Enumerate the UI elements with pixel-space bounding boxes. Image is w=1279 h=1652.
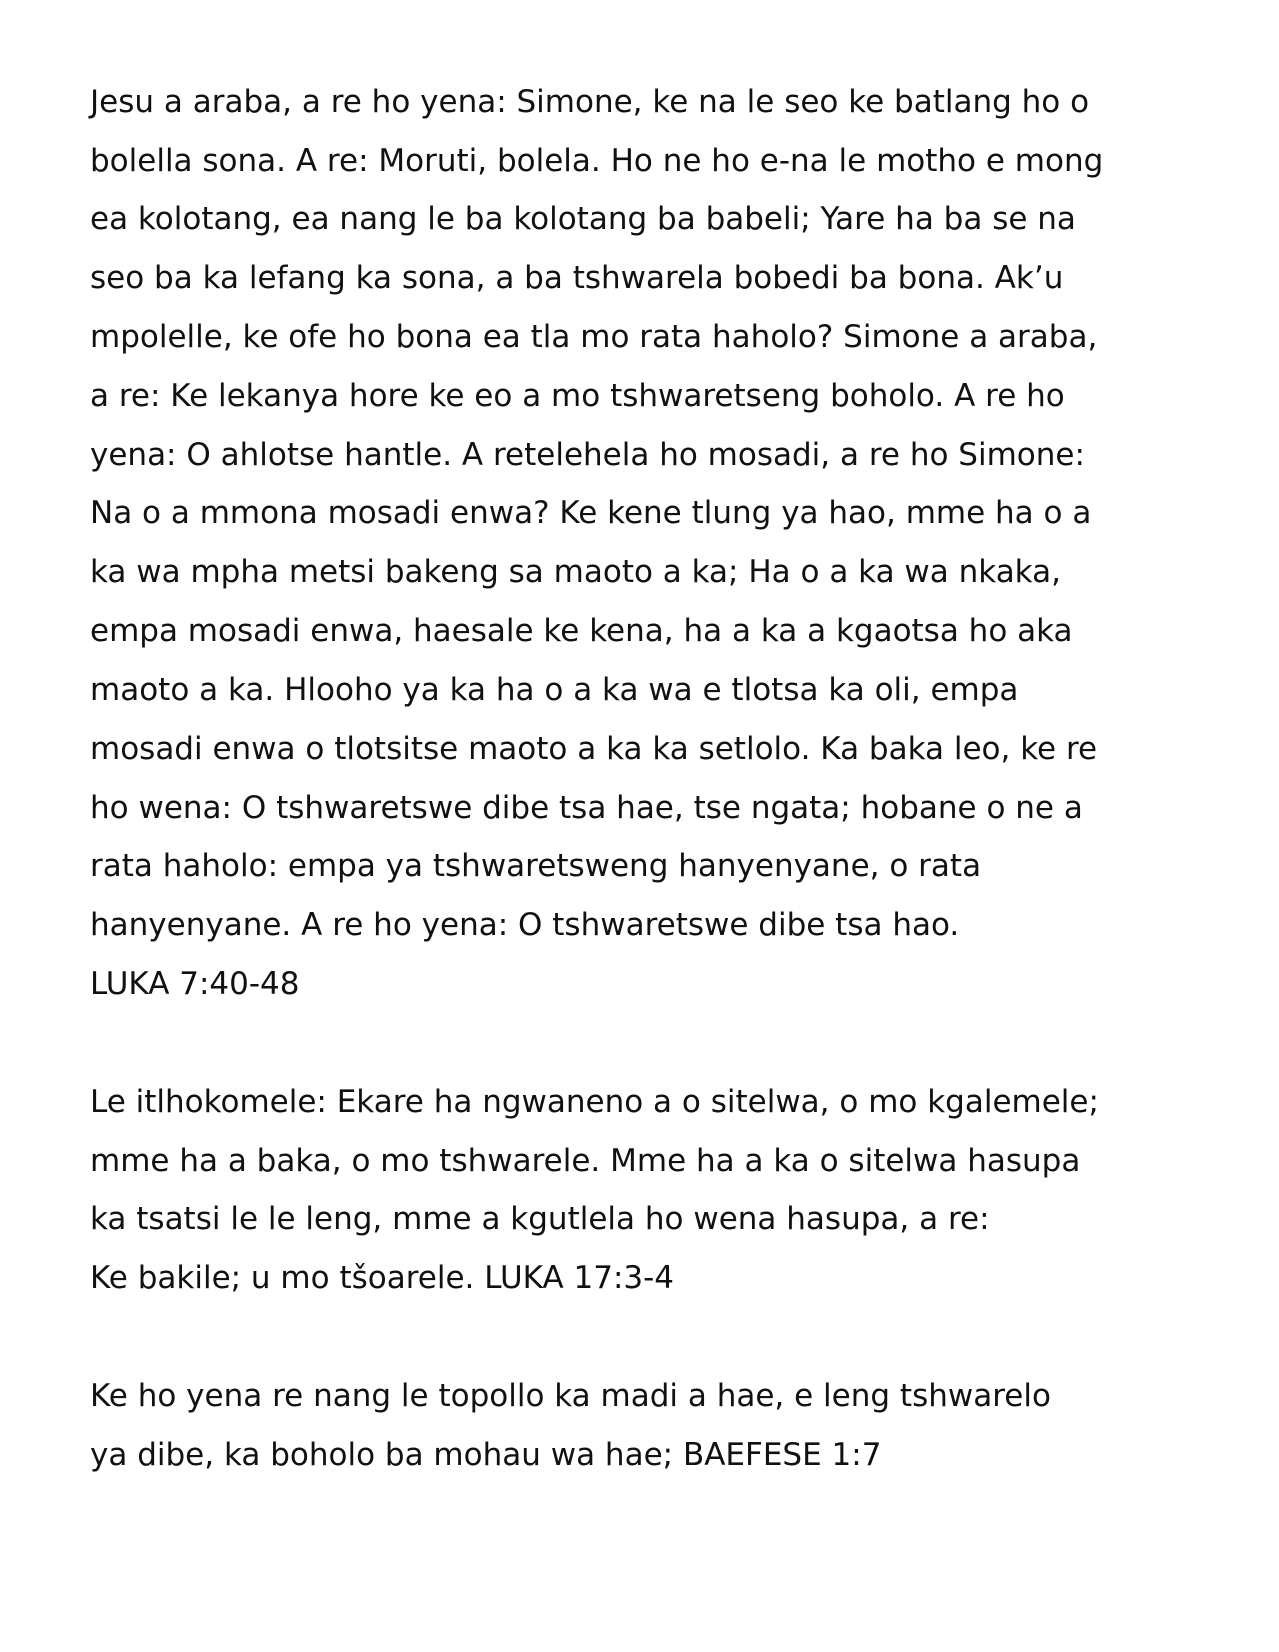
text-line: maoto a ka. Hlooho ya ka ha o a ka wa e tlotsa ka oli, empa	[90, 672, 1019, 708]
text-line: ka wa mpha metsi bakeng sa maoto a ka; Ha o a ka wa nkaka,	[90, 554, 1061, 590]
text-line: mpolelle, ke ofe ho bona ea tla mo rata haholo? Simone a araba,	[90, 319, 1098, 355]
text-line: a re: Ke lekanya hore ke eo a mo tshwaretseng boholo. A re ho	[90, 378, 1065, 414]
text-line: empa mosadi enwa, haesale ke kena, ha a ka a kgaotsa ho aka	[90, 613, 1073, 649]
text-line: mme ha a baka, o mo tshwarele. Mme ha a ka o sitelwa hasupa	[90, 1143, 1081, 1179]
text-line: bolella sona. A re: Moruti, bolela. Ho ne ho e-na le motho e mong	[90, 143, 1104, 179]
text-line: ya dibe, ka boholo ba mohau wa hae; BAEFESE 1:7	[90, 1437, 882, 1473]
text-line: ea kolotang, ea nang le ba kolotang ba babeli; Yare ha ba se na	[90, 201, 1076, 237]
text-line: rata haholo: empa ya tshwaretsweng hanyenyane, o rata	[90, 848, 982, 884]
text-line: Ke ho yena re nang le topollo ka madi a hae, e leng tshwarelo	[90, 1378, 1051, 1414]
text-line: Ke bakile; u mo tšoarele. LUKA 17:3-4	[90, 1260, 675, 1296]
scripture-reference: LUKA 7:40-48	[90, 966, 300, 1002]
text-line: Le itlhokomele: Ekare ha ngwaneno a o sitelwa, o mo kgalemele;	[90, 1084, 1099, 1120]
text-line: ho wena: O tshwaretswe dibe tsa hae, tse ngata; hobane o ne a	[90, 790, 1083, 826]
text-line: yena: O ahlotse hantle. A retelehela ho mosadi, a re ho Simone:	[90, 437, 1085, 473]
text-line: Jesu a araba, a re ho yena: Simone, ke na le seo ke batlang ho o	[90, 84, 1090, 120]
text-line: ka tsatsi le le leng, mme a kgutlela ho wena hasupa, a re:	[90, 1201, 990, 1237]
text-line: mosadi enwa o tlotsitse maoto a ka ka setlolo. Ka baka leo, ke re	[90, 731, 1098, 767]
text-line: Na o a mmona mosadi enwa? Ke kene tlung ya hao, mme ha o a	[90, 495, 1092, 531]
text-line: seo ba ka lefang ka sona, a ba tshwarela bobedi ba bona. Ak’u	[90, 260, 1064, 296]
text-line: hanyenyane. A re ho yena: O tshwaretswe dibe tsa hao.	[90, 907, 960, 943]
